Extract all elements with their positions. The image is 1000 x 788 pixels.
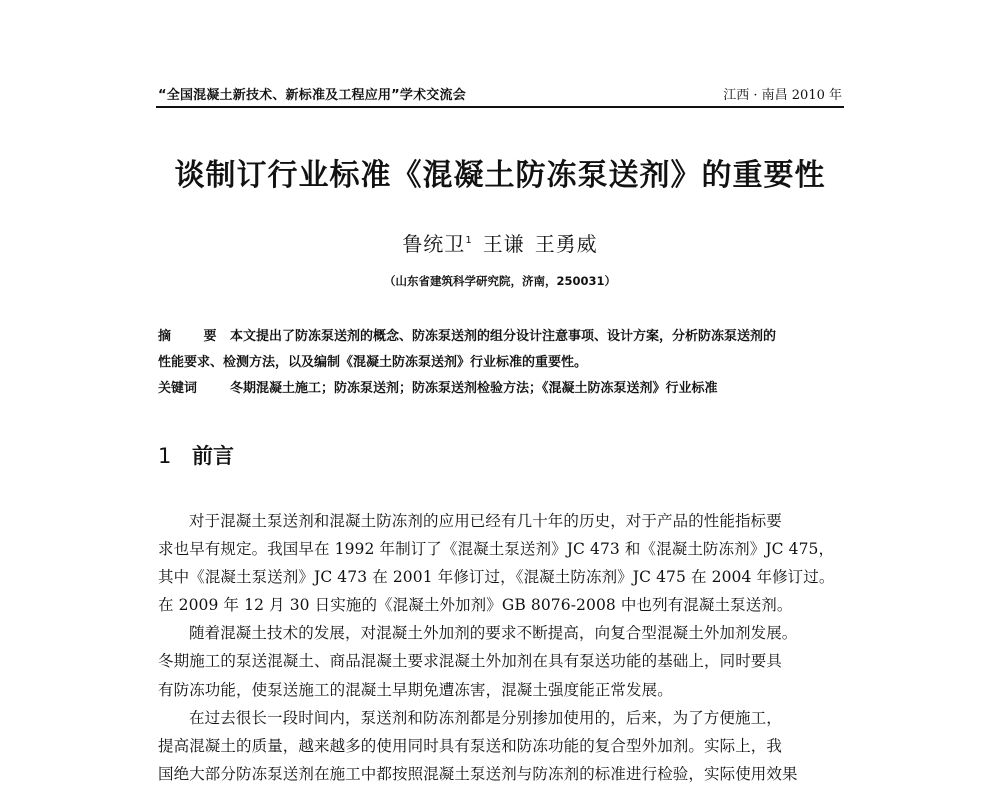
abstract-line-1 xyxy=(158,324,842,350)
keywords-label: 关键词 xyxy=(158,381,198,396)
abstract-text-1: 本文提出了防冻泵送剂的概念、防冻泵送剂的组分设计注意事项、设计方案，分析防冻泵送剂的 xyxy=(230,329,777,344)
body-line-3: 其中《混凝土泵送剂》JC 473 在 2001 年修订过，《混凝土防冻剂》JC 475 在 2004 年修订过。 xyxy=(158,568,835,587)
paper-title: 谈制订行业标准《混凝土防冻泵送剂》的重要性 xyxy=(174,158,826,193)
abstract-block xyxy=(158,324,842,402)
affiliation: （山东省建筑科学研究院，济南，250031） xyxy=(383,274,616,288)
body-line-4: 在 2009 年 12 月 30 日实施的《混凝土外加剂》GB 8076-2008 中也列有混凝土泵送剂。 xyxy=(158,596,793,615)
author-2: 王谦 xyxy=(482,232,525,256)
author-1: 鲁统卫 xyxy=(402,232,466,256)
abstract-label: 摘 要 xyxy=(158,329,231,344)
section-heading xyxy=(158,440,234,470)
abstract-text-2: 性能要求、检测方法，以及编制《混凝土防冻泵送剂》行业标准的重要性。 xyxy=(158,355,588,370)
body-line-10: 国绝大部分防冻泵送剂在施工中都按照混凝土泵送剂与防冻剂的标准进行检验，实际使用效果 xyxy=(158,764,798,783)
conference-name: “全国混凝土新技术、新标准及工程应用”学术交流会 xyxy=(158,88,466,103)
abstract-line-2 xyxy=(158,350,842,376)
keywords-text: 冬期混凝土施工；防冻泵送剂；防冻泵送剂检验方法；《混凝土防冻泵送剂》行业标准 xyxy=(230,381,718,396)
section-title: 前言 xyxy=(192,444,234,468)
body-line-6: 冬期施工的泵送混凝土、商品混凝土要求混凝土外加剂在具有泵送功能的基础上，同时要具 xyxy=(158,652,783,671)
keywords-line xyxy=(158,376,842,402)
body-line-5: 随着混凝土技术的发展，对混凝土外加剂的要求不断提高，向复合型混凝土外加剂发展。 xyxy=(189,624,798,643)
running-header xyxy=(156,82,844,108)
body-line-2: 求也早有规定。我国早在 1992 年制订了《混凝土泵送剂》JC 473 和《混凝土防冻剂》JC 475， xyxy=(158,540,835,559)
body-line-9: 提高混凝土的质量，越来越多的使用同时具有泵送和防冻功能的复合型外加剂。实际上，我 xyxy=(158,736,783,755)
body-line-7: 有防冻功能，使泵送施工的混凝土早期免遭冻害，混凝土强度能正常发展。 xyxy=(158,680,673,699)
body-line-1: 对于混凝土泵送剂和混凝土防冻剂的应用已经有几十年的历史，对于产品的性能指标要 xyxy=(189,512,782,530)
author-1-affiliation-mark: 1 xyxy=(465,235,473,246)
body-text xyxy=(158,507,844,788)
author-3: 王勇威 xyxy=(534,232,598,256)
body-line-8: 在过去很长一段时间内，泵送剂和防冻剂都是分别掺加使用的，后来，为了方便施工， xyxy=(189,708,782,727)
author-list xyxy=(0,228,1000,257)
section-number: 1 xyxy=(158,444,172,468)
location-date: 江西 · 南昌 2010 年 xyxy=(723,88,842,103)
